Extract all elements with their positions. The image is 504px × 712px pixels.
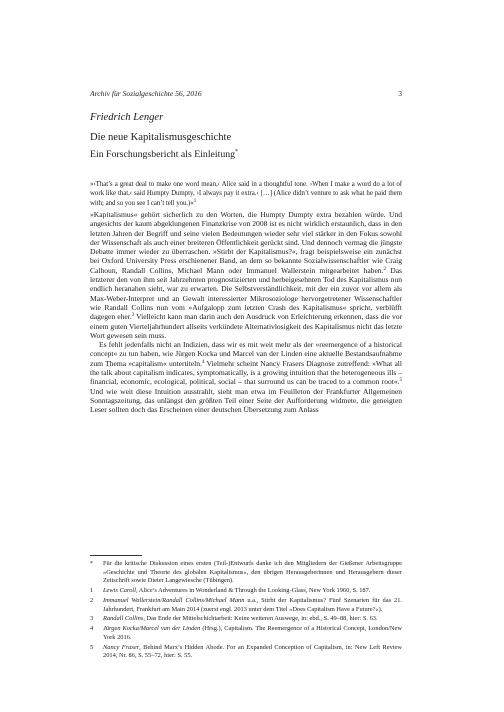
footnote-number: * xyxy=(90,561,93,567)
footnote-author: Randall Collins xyxy=(103,615,144,623)
running-head xyxy=(90,88,402,100)
body-text xyxy=(90,210,402,415)
sentence: Das letzterer den von ihm seit Jahrzehnten prognostizierten und herbeigesehnten Tod des Kapitalismus nun endlich heranahen sieht, war zu erwarten. Die Selbstverständlichkeit, mit der ein zuvor vor allem als Max-Weber-Interpret und an Gewalt interessierter Mikrosoziologe hervorgetretener Wissenschaftler wie Randall Collins nun vom »Aufgalopp zum letzten Crash des Kapitalismus« spricht, verblüfft dagegen eher. xyxy=(90,265,402,322)
footnote-text: u.a., Stirbt der Kapitalismus? Fünf Szenarien für das 21. Jahrhundert, Frankfurt am Main 2014 (zuerst engl. 2013 unter dem Titel »Does Capitalism Have a Future?«). xyxy=(103,596,402,613)
paragraph-1 xyxy=(90,210,402,340)
footnote-author: Nancy Fraser xyxy=(103,643,140,651)
sentence: »Kapitalismus« gehört sicherlich zu den Worten, die Humpty Dumpty extra bezahlen würde. Und angesichts der kaum abgeklungenen Finanzkrise von 2008 ist es nicht wirklich erstaunlich, dass in den letzten Jahren der Begriff und seine vielen Bedeutungen wieder sehr viel stärker in den Fokus sowohl der Wissenschaft als auch einer breiteren Öffentlichkeit gerückt sind. Und dennoch vermag die jüngste Debatte immer wieder zu überraschen. »Stirbt der Kapitalismus?«, fragt beispielsweise ein zunächst bei Oxford University Press erschienener Band, an dem so bekannte Sozialwissenschaftler wie Craig Calhoun, Randall Collins, Michael Mann oder Immanuel Wallerstein mitgearbeitet haben. xyxy=(90,210,402,275)
footnote-text: Für die kritische Diskussion eines ersten (Teil-)Entwurfs danke ich den Mitgliedern der Gießener Arbeitsgruppe »Geschichte und Theorie des globalen Kapitalismus«, den übrigen Herausgeberinnen und Herausgebern dieser Zeitschrift sowie Dieter Langewiesche (Tübingen). xyxy=(103,560,402,585)
footnote-divider xyxy=(90,555,142,556)
footnote-number: 5 xyxy=(90,643,94,651)
sentence: Vielleicht kann man darin auch den Ausdruck von Erleichterung erkennen, dass die vor einem guten Vierteljahrhundert allseits verkündete Alternativlosigkeit des Kapitalismus nicht das letzte Wort gewesen sein muss. xyxy=(90,312,403,340)
sentence: Es fehlt jedenfalls nicht an Indizien, dass wir es mit weit mehr als der »reemergence of a historical concept« zu tun haben, wie Jürgen Kocka und Marcel van der Linden eine aktuelle Bestandsaufnahme zum Thema »capitalism« untertiteln. xyxy=(90,340,402,368)
article-subtitle-text: Ein Forschungsbericht als Einleitung xyxy=(90,149,236,160)
page-number: 3 xyxy=(398,89,402,98)
footnote-text: , Das Ende der Mittelschichtarbeit: Keine weiteren Auswege, in: ebd., S. 49–88, hier: S. 63. xyxy=(143,615,378,623)
footnote xyxy=(90,625,402,642)
footnote xyxy=(90,587,402,596)
footnote-ref: 5 xyxy=(399,378,402,384)
footnote-author: Lewis Caroll xyxy=(103,587,136,595)
footnote-number: 2 xyxy=(90,596,94,604)
footnote xyxy=(90,615,402,624)
subtitle-footnote-marker: * xyxy=(235,149,239,155)
footnote-ref: 1 xyxy=(193,198,197,204)
footnote-number: 1 xyxy=(90,587,94,595)
article-subtitle xyxy=(90,148,238,161)
footnote-author: Immanuel Wallerstein/Randall Collins/Michael Mann xyxy=(103,596,245,604)
author-name: Friedrich Lenger xyxy=(90,112,164,123)
epigraph xyxy=(90,180,402,208)
sentence: Vielmehr scheint Nancy Frasers Diagnose zutreffend: »What all the talk about capitalism indicates, symptomatically, is a growing intuition that the heterogeneous ills – financial, economic, ecological, political, social – that surround us can be traced to a common root«. xyxy=(90,358,402,387)
footnote-author: Jürgen Kocka/Marcel van der Linden xyxy=(103,625,201,633)
footnote-ref: 2 xyxy=(383,266,386,272)
footnote xyxy=(90,560,402,586)
footnote xyxy=(90,597,402,614)
footnote-number: 4 xyxy=(90,625,94,633)
article-title: Die neue Kapitalismusgeschichte xyxy=(90,132,232,143)
footnote xyxy=(90,644,402,661)
footnotes xyxy=(90,560,402,662)
page xyxy=(90,0,402,712)
sentence: Und wie weit diese Intuition ausstrahlt, sieht man etwa im Feuilleton der Frankfurter Allgemeinen Sonntagszeitung, das unlängst den größten Teil einer Seite der Aufforderung widmete, die geneigten Leser sollten doch das Erscheinen einer deutschen Übersetzung zum Anlass xyxy=(90,386,402,415)
footnote-text: (Hrsg.), Capitalism. The Reemergence of a Historical Concept, London/New York 2016. xyxy=(103,625,402,641)
journal-title: Archiv für Sozialgeschichte 56, 2016 xyxy=(90,89,202,98)
footnote-text: , Alice’s Adventures in Wonderland & Through the Looking-Glass, New York 1960, S. 187. xyxy=(135,587,371,595)
footnote-text: , Behind Marx’s Hidden Abode. For an Expanded Conception of Capitalism, in: New Left Review 2014, Nr. 86, S. 55–72, hier: S. 55. xyxy=(103,643,402,660)
paragraph-2 xyxy=(90,340,402,414)
footnote-ref: 3 xyxy=(131,313,135,319)
footnote-ref: 4 xyxy=(201,359,205,365)
footnote-number: 3 xyxy=(90,615,94,623)
epigraph-text: »›That’s a great deal to make one word mean,‹ Alice said in a thoughtful tone. ›When I make a word do a lot of work like that,‹ said Humpty Dumpty, ›I always pay it extra.‹ […] (Alice didn’t venture to ask what he paid them with; and so you see I can’t tell you.)« xyxy=(90,181,402,207)
